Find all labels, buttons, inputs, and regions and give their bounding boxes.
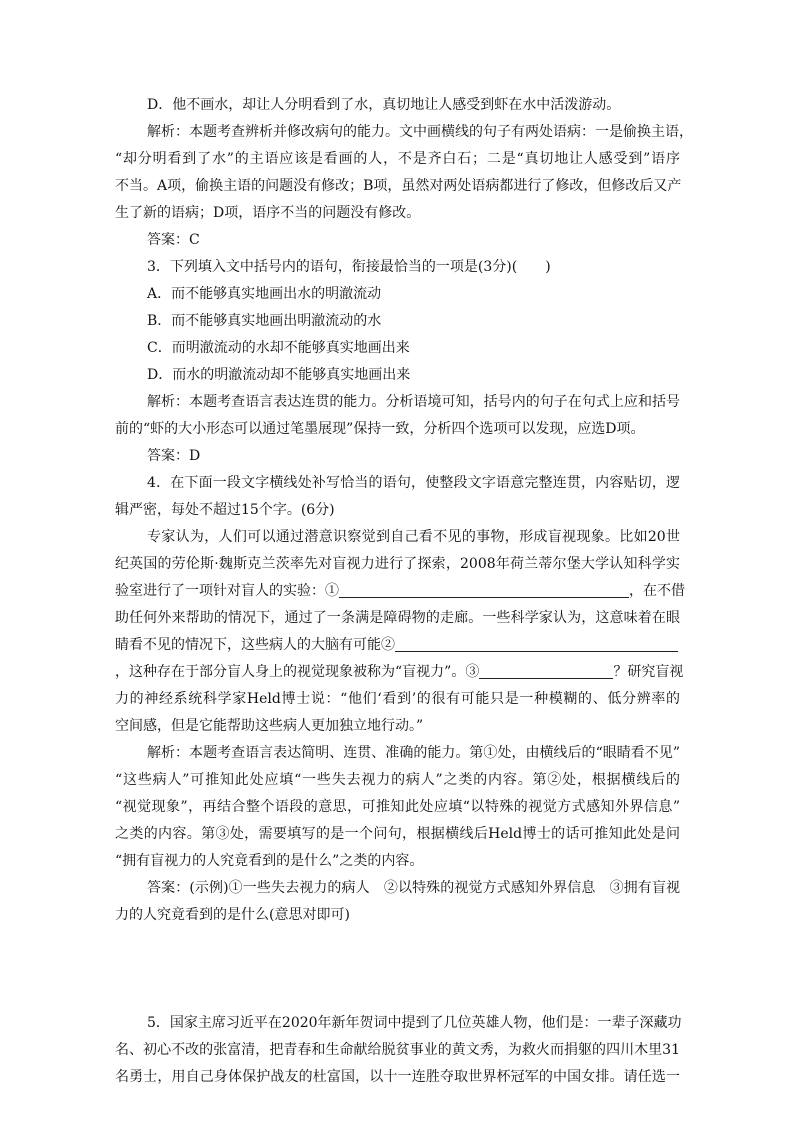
q5-stem-line: 名勇士，用自己身体保护战友的杜富国，以十一连胜夺取世界杯冠军的中国女排。请任选一 [115,1069,680,1085]
q2-analysis-line: 生了新的语病；D项，语序不当的问题没有修改。 [115,205,421,221]
q2-analysis-line: “却分明看到了水”的主语应该是看画的人，不是齐白石；二是“真切地让人感受到”语序 [115,151,680,167]
q4-stem-line: 辑严密，每处不超过15个字。(6分) [115,502,335,518]
q5-stem-line: 5．国家主席习近平在2020年新年贺词中提到了几位英雄人物，他们是：一辈子深藏功 [147,1015,682,1031]
q4-analysis-line: “视觉现象”，再结合整个语段的意思，可推知此处应填“以特殊的视觉方式感知外界信息” [115,799,680,815]
q3-option-a: A．而不能够真实地画出水的明澈流动 [147,286,382,302]
q2-analysis-line: 不当。A项，偷换主语的问题没有修改；B项，虽然对两处语病都进行了修改，但修改后又产 [115,178,682,194]
q3-option-b: B．而不能够真实地画出明澈流动的水 [147,313,382,329]
q4-answer-line: 答案：(示例)①一些失去视力的病人 ②以特殊的视觉方式感知外界信息 ③拥有盲视 [147,880,680,896]
q4-passage-line: 空间感，但是它能帮助这些病人更加独立地行动。” [115,718,424,734]
blank-3-input[interactable] [479,662,613,679]
q4-analysis-line: “这些病人”可推知此处应填“一些失去视力的病人”之类的内容。第②处，根据横线后的 [115,772,680,788]
q4-section [115,470,685,929]
q4-passage-text: 睛看不见的情况下，这些病人的大脑有可能② [115,637,395,653]
q4-passage-text: ，在不借 [629,583,685,599]
q4-analysis-line: “拥有盲视力的人究竟看到的是什么”之类的内容。 [115,853,424,869]
q2-answer: 答案：C [147,232,200,248]
q4-passage-text: ？研究盲视 [613,664,684,680]
q2-option-d: D．他不画水，却让人分明看到了水，真切地让人感受到虾在水中活泼游动。 [147,97,621,113]
q4-analysis-line: 解析：本题考查语言表达简明、连贯、准确的能力。第①处，由横线后的“眼睛看不见” [147,745,680,761]
q4-answer-line: 力的人究竟看到的是什么(意思对即可) [115,907,350,923]
q4-passage-text: ，这种存在于部分盲人身上的视觉现象被称为“盲视力”。③ [115,664,480,680]
q4-analysis-line: 之类的内容。第③处，需要填写的是一个问句，根据横线后Held博士的话可推知此处是问 [115,826,680,842]
blank-2-input[interactable] [395,635,678,652]
q5-section [115,1010,680,1091]
q3-analysis-line: 解析：本题考查语言表达连贯的能力。分析语境可知，括号内的句子在句式上应和括号 [147,394,680,410]
q4-passage-line [115,578,685,605]
q3-answer: 答案：D [147,448,201,464]
q3-analysis-line: 前的“虾的大小形态可以通过笔墨展现”保持一致，分析四个选项可以发现，应选D项。 [115,421,645,437]
q2-section [115,92,693,254]
q3-section [115,254,680,470]
q4-passage-line: 专家认为，人们可以通过潜意识察觉到自己看不见的事物，形成盲视现象。比如20世 [147,529,680,545]
q3-option-c: C．而明澈流动的水却不能够真实地画出来 [147,340,410,356]
q4-passage-line: 纪英国的劳伦斯·魏斯克兰茨率先对盲视力进行了探索，2008年荷兰蒂尔堡大学认知科学实 [115,556,680,572]
q4-passage-line [115,659,684,686]
q4-passage-line [115,632,680,659]
blank-1-input[interactable] [339,581,629,598]
q4-stem-line: 4．在下面一段文字横线处补写恰当的语句，使整段文字语意完整连贯，内容贴切，逻 [147,475,680,491]
q2-analysis-line: 解析：本题考查辨析并修改病句的能力。文中画横线的句子有两处语病：一是偷换主语， [147,124,693,140]
q4-passage-line: 力的神经系统科学家Held博士说：“他们‘看到’的很有可能只是一种模糊的、低分辨率的 [115,691,680,707]
q3-option-d: D．而水的明澈流动却不能够真实地画出来 [147,367,411,383]
q4-passage-line: 助任何外来帮助的情况下，通过了一条满是障碍物的走廊。一些科学家认为，这意味着在眼 [115,610,680,626]
q4-passage-text: 验室进行了一项针对盲人的实验：① [115,583,339,599]
q3-stem: 3．下列填入文中括号内的语句，衔接最恰当的一项是(3分)( ) [147,259,551,275]
q5-stem-line: 名、初心不改的张富清，把青春和生命献给脱贫事业的黄文秀，为救火而捐躯的四川木里31 [115,1042,680,1058]
